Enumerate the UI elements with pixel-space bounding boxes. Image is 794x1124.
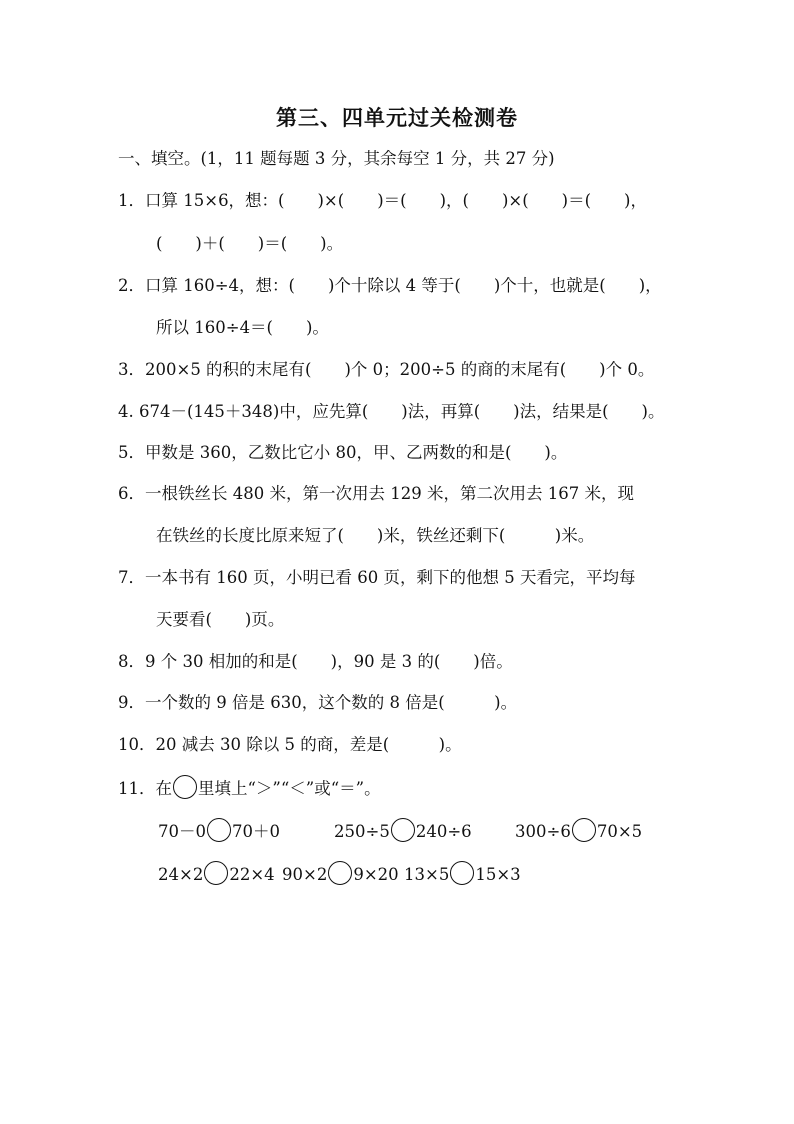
page-title: 第三、四单元过关检测卷: [276, 106, 518, 130]
compare-item: [282, 861, 399, 887]
question-6-line-2: 在铁丝的长度比原来短了( )米，铁丝还剩下( )米。: [156, 526, 595, 545]
question-2-line-2: 所以 160÷4＝( )。: [156, 318, 329, 337]
compare-right: 240÷6: [415, 822, 472, 841]
compare-left: 70－0: [158, 822, 206, 841]
question-11-suffix: 里填上“＞”“＜”或“＝”。: [198, 779, 381, 798]
compare-item: [334, 818, 472, 844]
compare-right: 9×20: [353, 865, 399, 884]
question-1-line-1: 1．口算 15×6，想：( )×( )＝( )，( )×( )＝( )，: [118, 191, 647, 210]
compare-circle-input[interactable]: [207, 818, 231, 842]
compare-circle-icon: [173, 775, 197, 799]
compare-circle-input[interactable]: [391, 818, 415, 842]
compare-item: [158, 861, 275, 887]
question-9: 9．一个数的 9 倍是 630，这个数的 8 倍是( )。: [118, 693, 518, 712]
question-11-prefix: 11．在: [118, 779, 172, 798]
question-8: 8．9 个 30 相加的和是( )，90 是 3 的( )倍。: [118, 652, 513, 671]
question-2-line-1: 2．口算 160÷4，想：( )个十除以 4 等于( )个十，也就是( )，: [118, 276, 662, 295]
compare-left: 250÷5: [334, 822, 390, 841]
question-7-line-2: 天要看( )页。: [156, 610, 285, 629]
question-11-instruction: [118, 775, 381, 801]
compare-item: [158, 818, 280, 844]
compare-right: 22×4: [229, 865, 275, 884]
compare-circle-input[interactable]: [450, 861, 474, 885]
compare-right: 15×3: [475, 865, 521, 884]
question-10: 10．20 减去 30 除以 5 的商，差是( )。: [118, 735, 462, 754]
question-6-line-1: 6．一根铁丝长 480 米，第一次用去 129 米，第二次用去 167 米，现: [118, 484, 634, 503]
compare-circle-input[interactable]: [328, 861, 352, 885]
question-4: 4. 674－(145＋348)中，应先算( )法，再算( )法，结果是( )。: [118, 402, 665, 421]
question-7-line-1: 7．一本书有 160 页，小明已看 60 页，剩下的他想 5 天看完，平均每: [118, 568, 636, 587]
compare-left: 300÷6: [515, 822, 571, 841]
compare-right: 70＋0: [232, 822, 280, 841]
question-5: 5．甲数是 360，乙数比它小 80，甲、乙两数的和是( )。: [118, 443, 568, 462]
compare-left: 24×2: [158, 865, 204, 884]
compare-left: 13×5: [404, 865, 450, 884]
question-1-line-2: ( )＋( )＝( )。: [156, 234, 344, 253]
compare-left: 90×2: [282, 865, 328, 884]
question-3: 3．200×5 的积的末尾有( )个 0；200÷5 的商的末尾有( )个 0。: [118, 360, 655, 379]
compare-circle-input[interactable]: [204, 861, 228, 885]
compare-item: [404, 861, 521, 887]
compare-item: [515, 818, 642, 844]
compare-right: 70×5: [596, 822, 643, 841]
compare-circle-input[interactable]: [572, 818, 596, 842]
section-heading: 一、填空。(1，11 题每题 3 分，其余每空 1 分，共 27 分): [118, 149, 555, 168]
